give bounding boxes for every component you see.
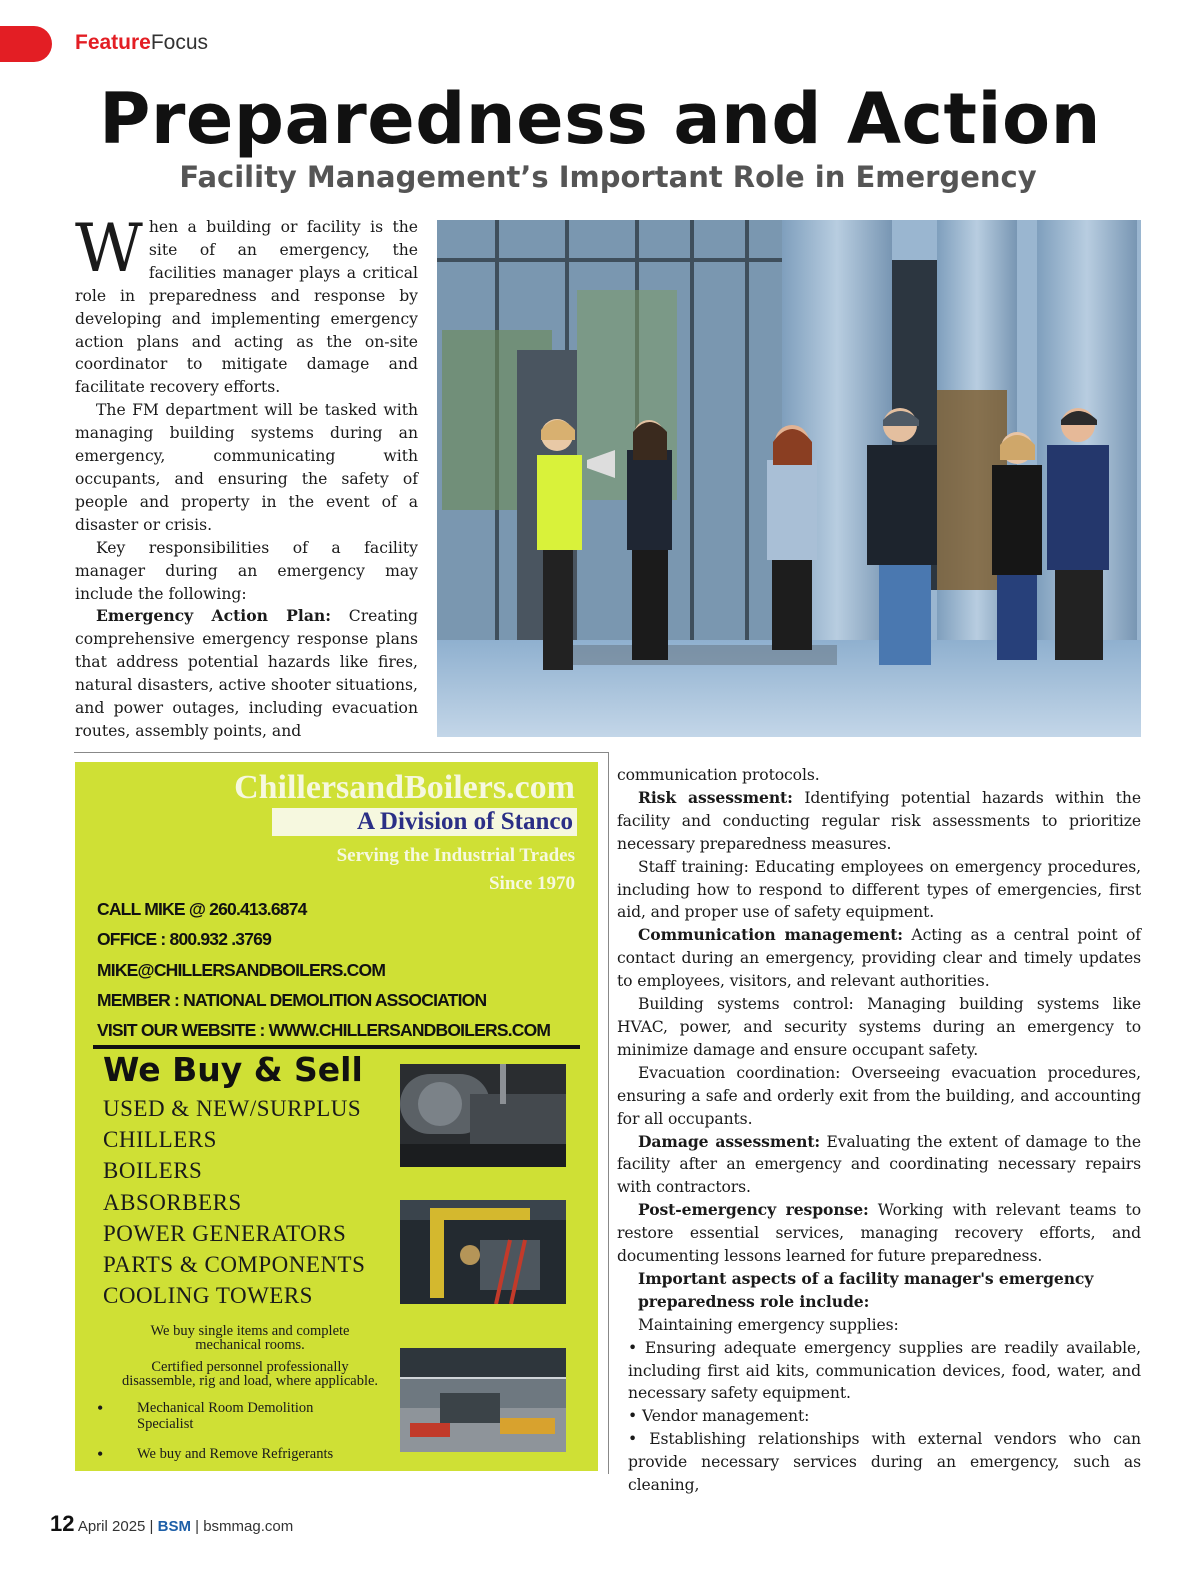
footer-separator: | [149, 1518, 154, 1535]
eap-text-continued: communication protocols. [617, 766, 820, 784]
risk-text: Identifying potential hazards within the facility and conducting regular risk assessments to prioritize necessary preparedness measures. [617, 788, 1141, 853]
ad-site-name: ChillersandBoilers.com [234, 769, 575, 806]
section-tab-marker [0, 26, 52, 62]
evacuation-photo-image [437, 220, 1141, 737]
evacuation-photo [437, 220, 1141, 737]
ad-product-item: BOILERS [103, 1158, 203, 1184]
page-title: Preparedness and Action [99, 78, 1101, 160]
footer-separator: | [195, 1518, 200, 1535]
ad-note-line: We buy single items and complete [150, 1323, 350, 1339]
ad-product-item: POWER GENERATORS [103, 1220, 347, 1246]
post-label: Post-emergency response: [638, 1200, 869, 1220]
ad-note-line: Certified personnel professionally [151, 1359, 349, 1375]
ad-product-item: USED & NEW/SURPLUS [103, 1096, 362, 1121]
ad-note-single-items [85, 1324, 415, 1352]
comm-text: Acting as a central point of contact during an emergency, providing clear and timely updates to employees, visitors, and relevant authorities. [617, 926, 1141, 991]
article-paragraph-evac: Evacuation coordination: Overseeing evacuation procedures, ensuring a safe and orderly exit from the building, and accounting for all occupants. [617, 1063, 1141, 1128]
ad-division: A Division of Stanco [272, 808, 577, 836]
magazine-site: bsmmag.com [203, 1518, 294, 1535]
ad-bullet-line: Mechanical Room Demolition [137, 1400, 314, 1416]
ad-contact-list [97, 894, 550, 1045]
eap-label: Emergency Action Plan: [96, 606, 332, 626]
ad-serving: Serving the Industrial Trades [336, 845, 575, 866]
list-item-text: Establishing relationships with external vendors who can provide necessary services during an emergency, such as cleaning, [628, 1430, 1141, 1495]
article-paragraph-risk [617, 787, 1141, 856]
article-paragraph-staff: Staff training: Educating employees on emergency procedures, including how to respond to different types of emergencies, first aid, and proper use of safety equipment. [617, 857, 1141, 922]
article-paragraph-2: The FM department will be tasked with managing building systems during an emergency, communicating with occupants, and ensuring the safety of people and property in the event of a disaster or crisis. [75, 401, 418, 534]
ad-note-line: disassemble, rig and load, where applicable. [121, 1373, 379, 1389]
ad-contact-email: MIKE@CHILLERSANDBOILERS.COM [97, 959, 386, 980]
article-paragraph-1 [75, 210, 418, 399]
section-label [75, 30, 208, 56]
section-label-bold: Feature [75, 31, 151, 54]
ad-photo-chiller [400, 1064, 566, 1167]
ad-frame-right [608, 752, 609, 1474]
magazine-name: BSM [157, 1518, 191, 1535]
post-text: Working with relevant teams to restore essential services, managing recovery efforts, and documenting lessons learned for future preparedness. [617, 1201, 1142, 1266]
ad-product-item: ABSORBERS [103, 1189, 242, 1215]
list-item: • Establishing relationships with external vendors who can provide necessary services during an emergency, such as cleaning, [628, 1430, 1141, 1495]
ad-divider [93, 1045, 580, 1049]
ad-product-item: CHILLERS [103, 1127, 217, 1153]
article-column-right [617, 764, 1141, 1497]
article-paragraph-eap [75, 605, 418, 742]
ad-note-line: mechanical rooms. [195, 1337, 305, 1353]
eap-text-left: Creating comprehensive emergency response plans that address potential hazards like fires, natural disasters, active shooter situations, and power outages, including evacuation routes, assembly points, and [75, 607, 418, 740]
damage-label: Damage assessment: [638, 1131, 821, 1151]
article-column-left [75, 210, 418, 743]
bullet-dot-icon: • [97, 1398, 104, 1418]
ad-bullet-line: Specialist [137, 1416, 194, 1432]
maintaining-supplies: Maintaining emergency supplies: [638, 1315, 899, 1334]
article-paragraph-post [617, 1199, 1141, 1268]
ad-photo-boiler-room [400, 1200, 566, 1304]
aspects-heading [617, 1268, 1141, 1314]
section-label-light: Focus [150, 31, 209, 54]
ad-bullet-demolition [97, 1400, 313, 1432]
ad-photo-warehouse [400, 1348, 566, 1452]
article-paragraph-damage [617, 1131, 1141, 1200]
list-item: • Vendor management: [628, 1407, 810, 1426]
page-subtitle: Facility Management’s Important Role in Emergency [179, 160, 1037, 194]
ad-buy-sell-heading: We Buy & Sell [103, 1050, 363, 1089]
issue-date: April 2025 [77, 1518, 146, 1535]
ad-contact-office: OFFICE : 800.932 .3769 [97, 929, 272, 950]
ad-bullet-refrigerants [97, 1446, 333, 1464]
ad-note-certified [85, 1360, 415, 1388]
comm-label: Communication management: [638, 925, 903, 945]
page-number: 12 [50, 1511, 75, 1536]
list-item-text: Ensuring adequate emergency supplies are readily available, including first aid kits, communication devices, food, water, and necessary safety equipment. [628, 1338, 1141, 1403]
ad-contact-member: MEMBER : NATIONAL DEMOLITION ASSOCIATION [97, 989, 487, 1010]
page-footer [50, 1513, 293, 1538]
ad-product-list [103, 1093, 365, 1311]
list-item-text: Vendor management: [641, 1407, 810, 1426]
article-paragraph-1-text: hen a building or facility is the site of an emergency, the facilities manager plays a critical role in preparedness and response by developing and implementing emergency action plans and acting as the on-site coordinator to mitigate damage and facilitate recovery efforts. [75, 218, 418, 397]
article-paragraph-building: Building systems control: Managing building systems like HVAC, power, and security systems during an emergency to minimize damage and ensure occupant safety. [617, 995, 1141, 1059]
ad-bullet-line: We buy and Remove Refrigerants [137, 1446, 334, 1462]
article-paragraph-comm [617, 924, 1141, 993]
ad-product-item: PARTS & COMPONENTS [103, 1252, 366, 1278]
article-paragraph-3: Key responsibilities of a facility manager during an emergency may include the following: [75, 538, 418, 603]
advertisement-chillersandboilers [75, 762, 598, 1471]
ad-since: Since 1970 [488, 873, 575, 894]
list-item: • Ensuring adequate emergency supplies are readily available, including first aid kits, communication devices, food, water, and necessary safety equipment. [628, 1338, 1141, 1403]
ad-frame-top [74, 752, 609, 753]
damage-text: Evaluating the extent of damage to the facility after an emergency and coordinating necessary repairs with contractors. [617, 1132, 1141, 1197]
ad-contact-website: VISIT OUR WEBSITE : WWW.CHILLERSANDBOILERS.COM [97, 1020, 551, 1041]
bullet-dot-icon: • [97, 1444, 104, 1464]
ad-contact-phone: CALL MIKE @ 260.413.6874 [97, 899, 307, 919]
ad-product-item: COOLING TOWERS [103, 1283, 313, 1309]
risk-label: Risk assessment: [638, 787, 793, 807]
drop-cap: W [75, 210, 143, 287]
aspects-label: Important aspects of a facility manager's emergency preparedness role include: [638, 1268, 1094, 1311]
